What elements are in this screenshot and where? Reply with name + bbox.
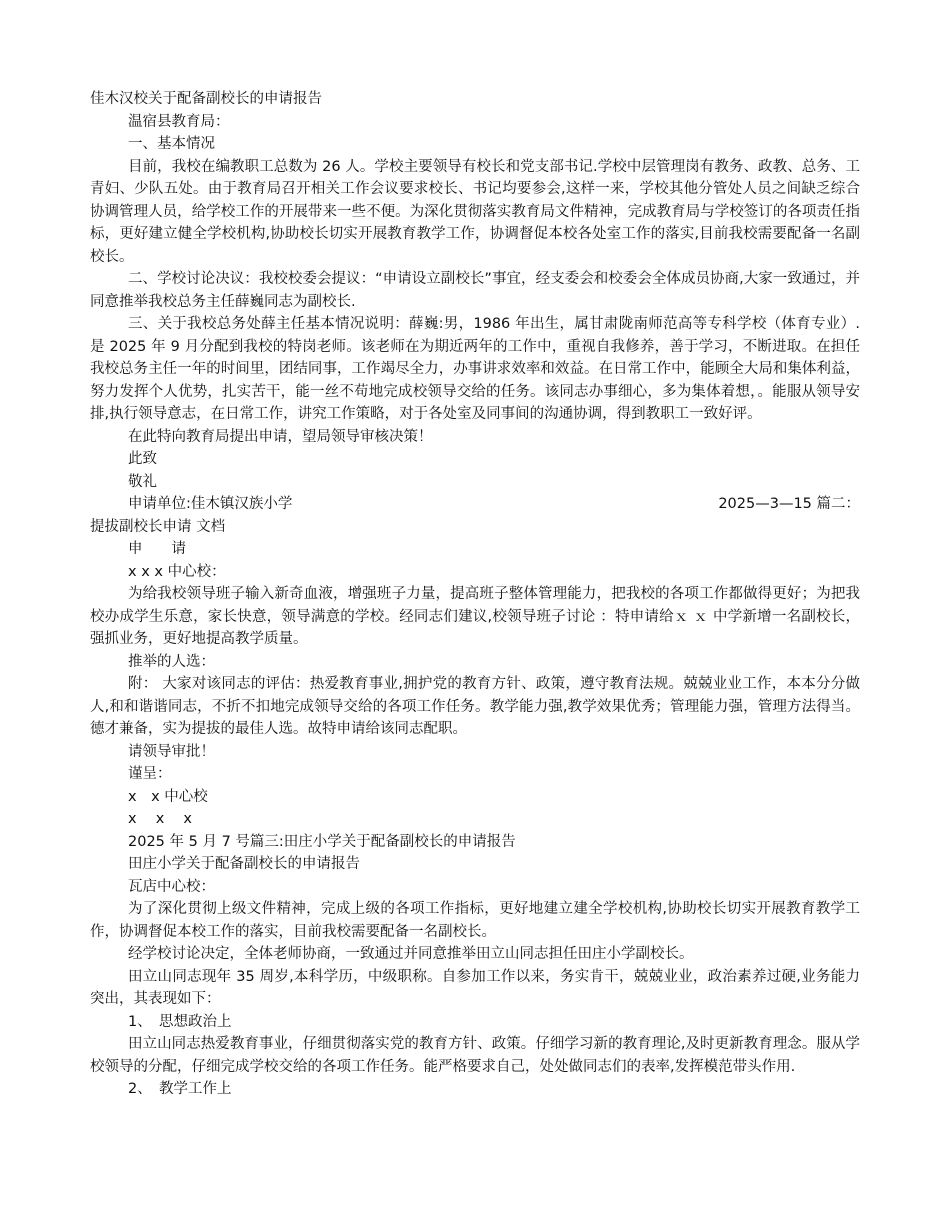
signature-line (90, 493, 860, 516)
part2-salutation: x x x 中心校： (128, 563, 226, 580)
salutation: 温宿县教育局： (128, 113, 230, 130)
part3-paragraph-political: 田立山同志热爱教育事业，仔细贯彻落实党的教育方针、政策。仔细学习新的教育理论,及时更新教育理念。服从学校领导的分配，仔细完成学校交给的各项工作任务。能严格要求自己，处处做同志们的表率,发挥模范带头作用. (90, 1036, 860, 1075)
signature-unit: 申请单位:佳木镇汉族小学 (128, 496, 293, 512)
part2-school: x x 中心校 (128, 788, 208, 805)
closing-cizhi: 此致 (128, 451, 157, 467)
paragraph-request: 在此特向教育局提出申请，望局领导审核决策！ (128, 428, 433, 445)
part3-title: 田庄小学关于配备副校长的申请报告 (128, 856, 360, 872)
paragraph-school-resolution: 二、学校讨论决议：我校校委会提议：“申请设立副校长”事宜，经支委会和校委会全体成员协商,大家一致通过，并同意推举我校总务主任薛巍同志为副校长. (90, 271, 860, 310)
part3-paragraph-purpose: 为了深化贯彻上级文件精神，完成上级的各项工作指标，更好地建立建全学校机构,协助校长切实开展教育教学工作，协调督促本校工作的落实，目前我校需要配备一名副校长。 (90, 901, 860, 940)
part2-title: 提拔副校长申请 文档 (90, 518, 226, 535)
part2-paragraph-evaluation: 附： 大家对该同志的评估：热爱教育事业,拥护党的教育方针、政策，遵守教育法规。兢兢业业工作，本本分分做人,和和谐谐同志，不折不扣地完成领导交给的各项工作任务。教学能力强,教学效果优秀；管理能力强，管理方法得当。德才兼备，实为提拔的最佳人选。故特申请给该同志配职。 (90, 676, 860, 737)
signature-date: 2025—3—15 篇二： (718, 496, 860, 512)
part2-xxx: x x x (128, 811, 192, 827)
paragraph-staff-overview: 目前，我校在编教职工总数为 26 人。学校主要领导有校长和党支部书记.学校中层管理岗有教务、政教、总务、工青妇、少队五处。由于教育局召开相关工作会议要求校长、书记均要参会,这样一来，学校其他分管处人员之间缺乏综合协调管理人员，给学校工作的开展带来一些不便。为深化贯彻落实教育局文件精神，完成教育局与学校签订的各项责任指标，更好建立健全学校机构,协助校长切实开展教育教学工作，协调督促本校各处室工作的落实,目前我校需要配备一名副校长。 (90, 158, 860, 265)
part3-paragraph-candidate: 田立山同志现年 35 周岁,本科学历，中级职称。自参加工作以来，务实肯干，兢兢业业，政治素养过硬,业务能力突出，其表现如下： (90, 968, 860, 1007)
part3-date-title: 2025 年 5 月 7 号篇三:田庄小学关于配备副校长的申请报告 (128, 833, 516, 850)
part3-section-political: 1、 思想政治上 (128, 1013, 232, 1030)
document-page (90, 88, 860, 1101)
doc-title: 佳木汉校关于配备副校长的申请报告 (90, 91, 322, 107)
closing-jingli: 敬礼 (128, 473, 157, 490)
section-heading-basic: 一、基本情况 (128, 136, 215, 152)
part2-paragraph-purpose: 为给我校领导班子输入新奇血液，增强班子力量，提高班子整体管理能力，把我校的各项工作都做得更好；为把我校办成学生乐意，家长快意，领导满意的学校。经同志们建议,校领导班子讨论 ：特申请给ｘ ｘ 中学新增一名副校长，强抓业务，更好地提高教学质量。 (90, 586, 860, 647)
part3-paragraph-decision: 经学校讨论决定，全体老师协商，一致通过并同意推举田立山同志担任田庄小学副校长。 (128, 946, 694, 962)
part2-nominee-label: 推举的人选： (128, 653, 215, 670)
part3-salutation: 瓦店中心校： (128, 878, 215, 895)
paragraph-candidate-info: 三、关于我校总务处薛主任基本情况说明：薛巍:男，1986 年出生，属甘肃陇南师范高等专科学校（体育专业）. 是 2025 年 9 月分配到我校的特岗老师。该老师在为期近两年的工作中，重视自我修养，善于学习，不断进取。在担任我校总务主任一年的时间里，团结同事，工作竭尽全力，办事讲求效率和效益。在日常工作中，能顾全大局和集体利益，努力发挥个人优势，扎实苦干，能一丝不苟地完成校领导交给的任务。该同志办事细心，多为集体着想，。能服从领导安排,执行领导意志，在日常工作，讲究工作策略，对于各处室及同事间的沟通协调，得到教职工一致好评。 (90, 316, 860, 422)
part2-respect: 谨呈： (128, 766, 172, 782)
part2-heading: 申 请 (128, 541, 186, 557)
part2-request: 请领导审批！ (128, 743, 215, 760)
part3-section-teaching: 2、 教学工作上 (128, 1081, 232, 1097)
